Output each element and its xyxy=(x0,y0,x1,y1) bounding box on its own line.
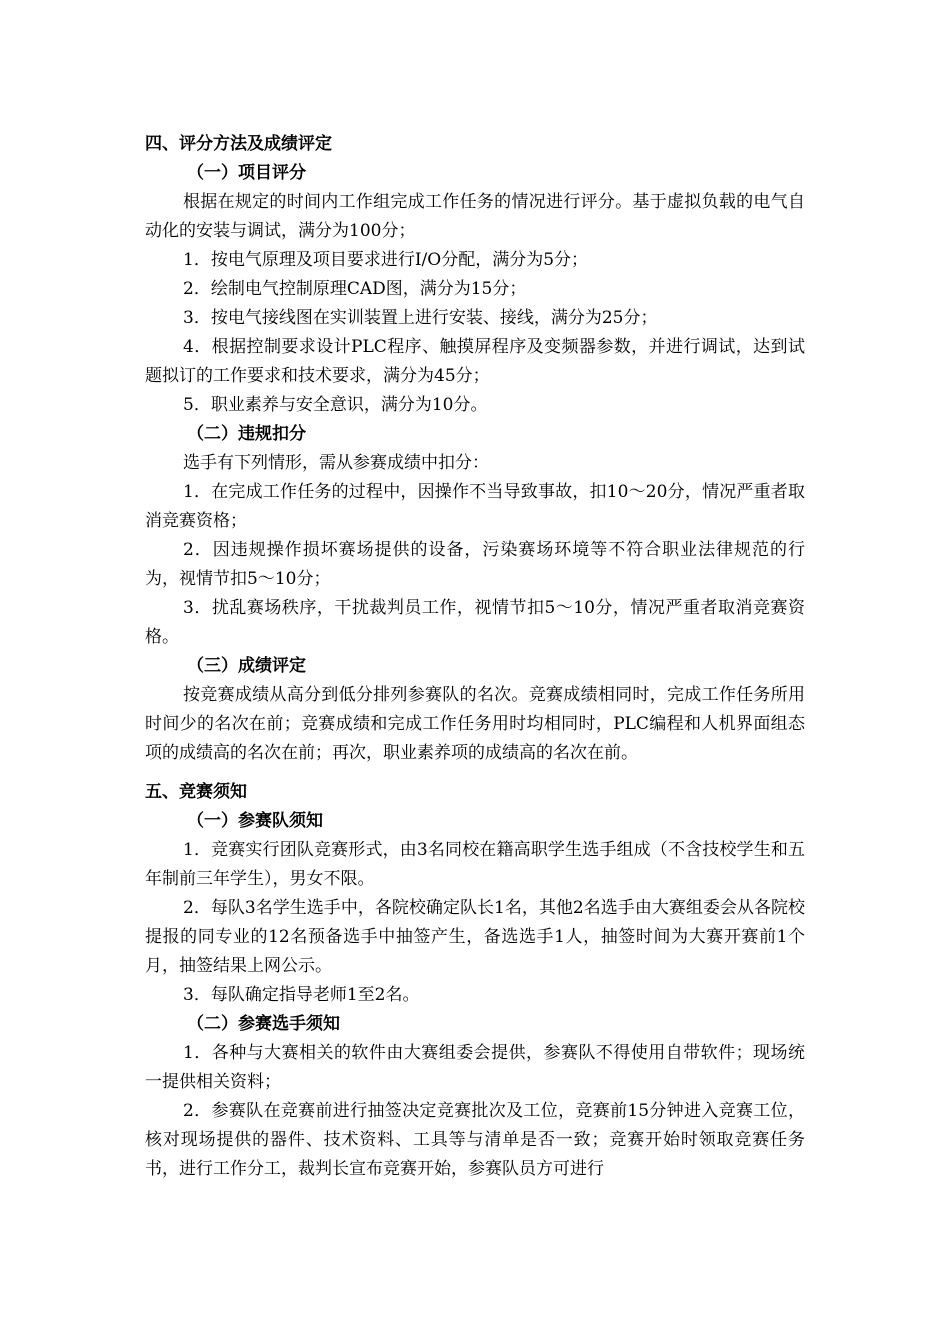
subsection-title: （三）成绩评定 xyxy=(187,656,306,676)
document-body xyxy=(145,130,805,1184)
paragraph: 按竞赛成绩从高分到低分排列参赛队的名次。竞赛成绩相同时，完成工作任务所用时间少的名次在前；竞赛成绩和完成工作任务用时均相同时，PLC编程和人机界面组态项的成绩高的名次在前；再次，职业素养项的成绩高的名次在前。 xyxy=(145,685,805,763)
section-heading: 五、竞赛须知 xyxy=(145,782,247,802)
paragraph: 选手有下列情形，需从参赛成绩中扣分： xyxy=(183,453,489,473)
paragraph: 1．竞赛实行团队竞赛形式，由3名同校在籍高职学生选手组成（不含技校学生和五年制前三年学生），男女不限。 xyxy=(145,840,805,889)
section-heading: 四、评分方法及成绩评定 xyxy=(145,134,332,154)
subsection-title: （一）项目评分 xyxy=(187,163,306,183)
paragraph: 1．在完成工作任务的过程中，因操作不当导致事故，扣10～20分，情况严重者取消竞赛资格； xyxy=(145,482,805,531)
paragraph: 3．每队确定指导老师1至2名。 xyxy=(183,985,420,1005)
paragraph: 根据在规定的时间内工作组完成工作任务的情况进行评分。基于虚拟负载的电气自动化的安装与调试，满分为100分； xyxy=(145,192,805,241)
paragraph: 2．因违规操作损坏赛场提供的设备，污染赛场环境等不符合职业法律规范的行为，视情节扣5～10分； xyxy=(145,540,805,589)
paragraph: 1．各种与大赛相关的软件由大赛组委会提供，参赛队不得使用自带软件；现场统一提供相关资料； xyxy=(145,1043,805,1092)
section-spacer xyxy=(145,768,805,778)
paragraph: 2．参赛队在竞赛前进行抽签决定竞赛批次及工位，竞赛前15分钟进入竞赛工位，核对现场提供的器件、技术资料、工具等与清单是否一致；竞赛开始时领取竞赛任务书，进行工作分工，裁判长宣布竞赛开始，参赛队员方可进行 xyxy=(145,1101,805,1179)
paragraph: 1．按电气原理及项目要求进行I/O分配，满分为5分； xyxy=(183,250,589,270)
paragraph: 3．按电气接线图在实训装置上进行安装、接线，满分为25分； xyxy=(183,308,658,328)
subsection-title: （二）违规扣分 xyxy=(187,424,306,444)
subsection-title: （二）参赛选手须知 xyxy=(187,1014,340,1034)
paragraph: 3．扰乱赛场秩序，干扰裁判员工作，视情节扣5～10分，情况严重者取消竞赛资格。 xyxy=(145,598,805,647)
paragraph: 2．每队3名学生选手中，各院校确定队长1名，其他2名选手由大赛组委会从各院校提报的同专业的12名预备选手中抽签产生，备选选手1人，抽签时间为大赛开赛前1个月，抽签结果上网公示。 xyxy=(145,898,805,976)
paragraph: 5．职业素养与安全意识，满分为10分。 xyxy=(183,395,488,415)
paragraph: 2．绘制电气控制原理CAD图，满分为15分； xyxy=(183,279,527,299)
paragraph: 4．根据控制要求设计PLC程序、触摸屏程序及变频器参数，并进行调试，达到试题拟订的工作要求和技术要求，满分为45分； xyxy=(145,337,805,386)
subsection-title: （一）参赛队须知 xyxy=(187,811,323,831)
